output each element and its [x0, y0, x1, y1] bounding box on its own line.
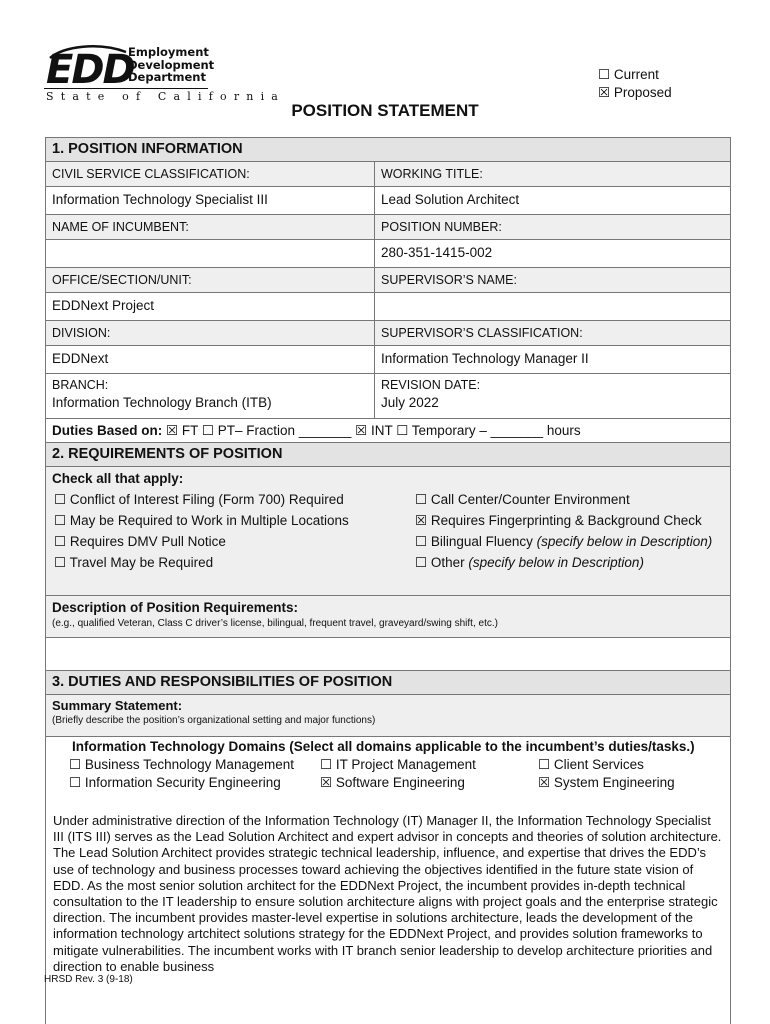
proposed-checkbox[interactable]: ☒ Proposed: [598, 85, 672, 100]
duties-based-options[interactable]: ☒ FT ☐ PT– Fraction _______ ☒ INT ☐ Temporary – _______ hours: [166, 423, 581, 438]
requirement-travel[interactable]: ☐ Travel May be Required: [54, 555, 214, 570]
incumbent-label: NAME OF INCUMBENT:: [46, 215, 375, 239]
requirement-conflict-of-interest[interactable]: ☐ Conflict of Interest Filing (Form 700) Required: [54, 492, 344, 507]
requirement-bilingual[interactable]: ☐ Bilingual Fluency (specify below in Description): [415, 534, 713, 549]
statement-status: [598, 66, 672, 102]
description-hint: (e.g., qualified Veteran, Class C driver’s license, bilingual, frequent travel, graveyard/swing shift, etc.): [52, 618, 498, 629]
branch-field[interactable]: Information Technology Branch (ITB): [52, 395, 272, 410]
section2-heading: 2. REQUIREMENTS OF POSITION: [46, 443, 730, 467]
requirements-right: [415, 489, 712, 573]
summary-header: [46, 695, 730, 737]
requirement-fingerprinting[interactable]: ☒ Requires Fingerprinting & Background Check: [415, 513, 702, 528]
domain-client-services[interactable]: ☐ Client Services: [538, 757, 644, 772]
branch-cell: [46, 374, 375, 418]
domain-information-security[interactable]: ☐ Information Security Engineering: [69, 775, 281, 790]
description-field[interactable]: [46, 638, 730, 671]
value-row: [46, 240, 730, 268]
revision-cell: [375, 374, 730, 418]
form-revision-footer: HRSD Rev. 3 (9-18): [44, 974, 133, 985]
branch-row: [46, 374, 730, 419]
value-row: [46, 293, 730, 321]
supervisor-class-label: SUPERVISOR’S CLASSIFICATION:: [375, 321, 730, 345]
requirement-dmv-pull[interactable]: ☐ Requires DMV Pull Notice: [54, 534, 226, 549]
supervisor-class-field[interactable]: Information Technology Manager II: [381, 351, 589, 366]
check-all-label: Check all that apply:: [52, 471, 184, 486]
working-title-label: WORKING TITLE:: [375, 162, 730, 186]
value-row: [46, 346, 730, 374]
position-number-label: POSITION NUMBER:: [375, 215, 730, 239]
duties-based: [46, 419, 587, 442]
requirement-multiple-locations[interactable]: ☐ May be Required to Work in Multiple Locations: [54, 513, 349, 528]
logo-mark: EDD: [46, 47, 134, 93]
logo-department-name: Employment Development Department: [128, 45, 215, 84]
domain-it-project-management[interactable]: ☐ IT Project Management: [320, 757, 476, 772]
branch-label: BRANCH:: [52, 378, 109, 392]
office-field[interactable]: EDDNext Project: [46, 293, 375, 320]
revision-label: REVISION DATE:: [381, 378, 481, 392]
requirements-box: [46, 467, 730, 596]
position-number-field[interactable]: 280-351-1415-002: [381, 245, 493, 260]
domains-heading: Information Technology Domains (Select all domains applicable to the incumbent’s duties/tasks.): [72, 739, 695, 754]
label-row: [46, 215, 730, 240]
label-row: [46, 321, 730, 346]
current-checkbox[interactable]: ☐ Current: [598, 67, 659, 82]
division-label: DIVISION:: [46, 321, 375, 345]
label-row: [46, 162, 730, 187]
value-row: [46, 187, 730, 215]
section1-heading: 1. POSITION INFORMATION: [46, 138, 730, 162]
domain-software-engineering[interactable]: ☒ Software Engineering: [320, 775, 465, 790]
office-label: OFFICE/SECTION/UNIT:: [46, 268, 375, 292]
duties-based-row: [46, 419, 730, 443]
supervisor-name-field[interactable]: [375, 293, 730, 320]
position-form: [45, 137, 731, 1024]
supervisor-name-label: SUPERVISOR’S NAME:: [375, 268, 730, 292]
civil-service-label: CIVIL SERVICE CLASSIFICATION:: [46, 162, 375, 186]
summary-statement-text[interactable]: Under administrative direction of the Information Technology (IT) Manager II, the Information Technology Specialist III (ITS III) serves as the Lead Solution Architect and expert advisor in concepts and theories of solution architecture. The Lead Solution Architect provides strategic technical leadership, influence, and expertise that drives the EDD’s use of technology and business processes toward achieving the objectives identified in the future state vision of EDD. As the most senior solution architect for the EDDNext Project, the incumbent provides in-depth technical consultation to the IT leadership to ensure solution architecture aligns with project goals and the enterprise strategic direction. The incumbent provides master-level expertise in solutions architecture, leads the development of the information technology artchitect solutions strategy for the EDDNext Project, and provides solution frameworks to mitigate vulnerabilities. The incumbent works with IT branch senior leadership to develop architecture priorities and direction to enable business: [53, 813, 722, 974]
working-title-field[interactable]: Lead Solution Architect: [381, 192, 520, 207]
label-row: [46, 268, 730, 293]
summary-hint: (Briefly describe the position’s organizational setting and major functions): [52, 715, 376, 726]
domain-system-engineering[interactable]: ☒ System Engineering: [538, 775, 675, 790]
domain-business-technology[interactable]: ☐ Business Technology Management: [69, 757, 294, 772]
description-heading: Description of Position Requirements:: [52, 600, 299, 615]
section3-heading: 3. DUTIES AND RESPONSIBILITIES OF POSITION: [46, 671, 730, 695]
civil-service-field[interactable]: Information Technology Specialist III: [46, 187, 375, 214]
summary-content: [46, 737, 730, 1024]
incumbent-field[interactable]: [46, 240, 375, 267]
requirement-other[interactable]: ☐ Other (specify below in Description): [415, 555, 644, 570]
requirement-call-center[interactable]: ☐ Call Center/Counter Environment: [415, 492, 630, 507]
requirements-left: [54, 489, 349, 573]
duties-based-label: Duties Based on:: [52, 423, 163, 438]
summary-heading: Summary Statement:: [52, 698, 183, 713]
description-header: [46, 596, 730, 638]
revision-field[interactable]: July 2022: [381, 395, 439, 410]
logo-state: State of California: [46, 90, 286, 103]
logo-rule: [44, 88, 208, 89]
division-field[interactable]: EDDNext: [46, 346, 375, 373]
edd-logo: [44, 44, 286, 106]
page-title: POSITION STATEMENT: [291, 101, 479, 120]
